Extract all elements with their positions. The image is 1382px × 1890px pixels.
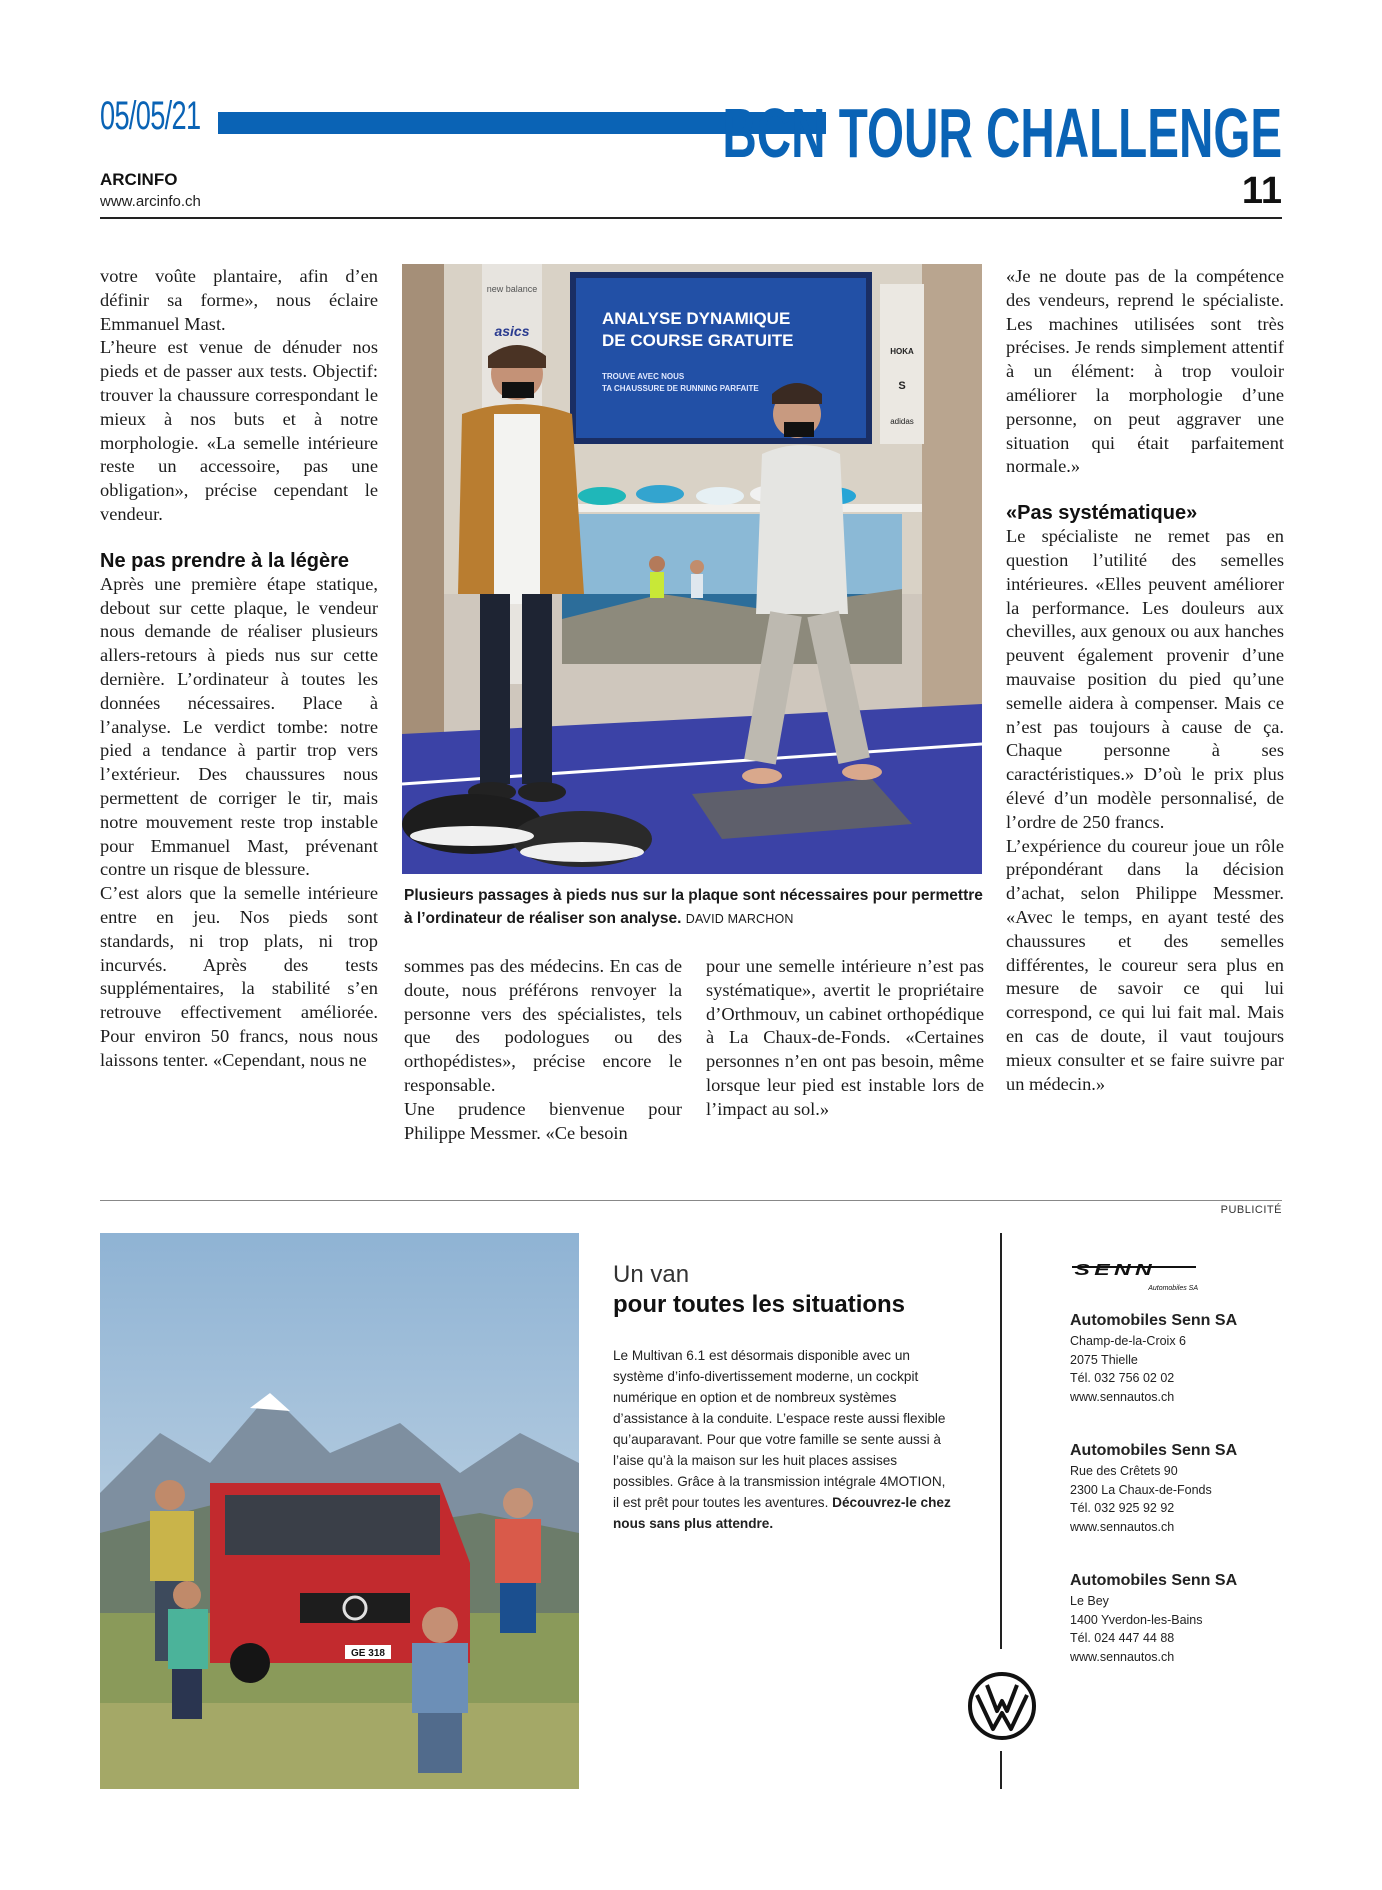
brand-label: S xyxy=(898,380,906,392)
article-paragraph: L’expérience du coureur joue un rôle prépondérant dans la décision d’achat, selon Philippe Messmer. «Avec le temps, en ayant testé des chaussures et des semelles différentes, le coureur sera plus en mesure de savoir ce qui lui correspond, ce qui lui fait mal. Mais en cas de doute, il vaut toujours mieux consulter et se faire suivre par un médecin.» xyxy=(1006,835,1284,1094)
brand-label: new balance xyxy=(486,284,538,294)
article-paragraph: votre voûte plantaire, afin d’en définir sa forme», nous éclaire Emmanuel Mast. xyxy=(100,266,378,334)
ad-call-to-action: Découvrez-le chez nous sans plus attendre. xyxy=(613,1495,951,1531)
ad-divider xyxy=(100,1200,1282,1201)
ad-vertical-rule xyxy=(1000,1751,1002,1789)
ad-title: pour toutes les situations xyxy=(613,1291,906,1318)
screen-headline: DE COURSE GRATUITE xyxy=(602,331,794,350)
dealer-card xyxy=(1070,1570,1290,1666)
caption-text: Plusieurs passages à pieds nus sur la plaque sont nécessaires pour permettre à l’ordinateur de réaliser son analyse. xyxy=(404,887,983,927)
article-paragraph: Une prudence bienvenue pour Philippe Messmer. «Ce besoin xyxy=(404,1098,682,1143)
article-paragraph: Après une première étape statique, debout sur cette plaque, le vendeur nous demande de réaliser plusieurs allers-retours à pieds nus sur cette dernière. L’ordinateur à toutes les données nécessaires. Place à l’analyse. Le verdict tombe: notre pied a tendance à partir trop vers l’extérieur. Des chaussures nous permettent de corriger le tir, mais notre mouvement reste trop instable pour Emmanuel Mast, prévenant contre un risque de blessure. xyxy=(100,573,378,880)
senn-logo xyxy=(1070,1262,1200,1299)
article-subhead: «Pas systématique» xyxy=(1006,502,1198,525)
vw-logo-icon xyxy=(967,1671,1037,1746)
dealer-phone[interactable]: Tél. 032 925 92 92 xyxy=(1070,1501,1175,1515)
article-column-4 xyxy=(1006,265,1284,1096)
dealer-street: Rue des Crêtets 90 xyxy=(1070,1464,1178,1478)
ad-kicker: Un van xyxy=(613,1261,690,1288)
license-plate: GE 318 xyxy=(351,1648,385,1659)
photo-credit: DAVID MARCHON xyxy=(685,912,794,926)
issue-date: 05/05/21 xyxy=(100,94,201,138)
screen-subline: TROUVE AVEC NOUS xyxy=(602,372,685,381)
article-photo xyxy=(402,264,982,874)
article-subhead: Ne pas prendre à la légère xyxy=(100,549,350,572)
article-column-3 xyxy=(706,955,984,1122)
publication-website[interactable]: www.arcinfo.ch xyxy=(100,193,201,210)
screen-subline: TA CHAUSSURE DE RUNNING PARFAITE xyxy=(602,384,759,393)
brand-label: asics xyxy=(494,323,530,339)
article-paragraph: Le spécialiste ne remet pas en question l’utilité des semelles intérieures. «Elles peuvent améliorer la performance. Les douleurs aux chevilles, aux genoux ou aux hanches peuvent également provenir d’une mauvaise position du pied qu’une semelle aidera à compenser. Mais ce n’est pas toujours à cause de ça. Chaque personne à ses caractéristiques.» D’où le prix plus élevé d’un modèle personnalisé, de l’ordre de 250 francs. xyxy=(1006,526,1284,832)
dealer-card xyxy=(1070,1310,1290,1406)
dealer-website[interactable]: www.sennautos.ch xyxy=(1070,1649,1175,1664)
article-paragraph: C’est alors que la semelle intérieure entre en jeu. Nos pieds sont standards, ni trop plats, ni trop incurvés. Après des tests supplémentaires, la stabilité s’en retrouve effectivement améliorée. Pour environ 50 francs, nous nous laissons tenter. «Cependant, nous ne xyxy=(100,883,378,1070)
article-column-2 xyxy=(404,955,682,1145)
brand-label: adidas xyxy=(890,417,914,426)
screen-headline: ANALYSE DYNAMIQUE xyxy=(602,309,791,328)
header-divider xyxy=(100,217,1282,219)
dealer-phone[interactable]: Tél. 032 756 02 02 xyxy=(1070,1371,1175,1385)
ad-vertical-rule xyxy=(1000,1233,1002,1649)
dealer-street: Champ-de-la-Croix 6 xyxy=(1070,1334,1187,1348)
ad-body-text: Le Multivan 6.1 est désormais disponible avec un système d’info-divertissement moderne, un cockpit numérique en option et de nombreux systèmes d’assistance à la conduite. L’espace reste aussi flexible qu’auparavant. Pour que votre famille se sente aussi à l’aise qu’à la maison sur les huit places assises possibles. Grâce à la transmission intégrale 4MOTION, il est prêt pour toutes les aventures. xyxy=(613,1348,946,1510)
ad-label: PUBLICITÉ xyxy=(1220,1204,1282,1216)
dealer-street: Le Bey xyxy=(1070,1594,1109,1608)
publication-name: ARCINFO xyxy=(100,170,178,189)
dealer-city: 1400 Yverdon-les-Bains xyxy=(1070,1612,1203,1627)
article-paragraph: «Je ne doute pas de la compétence des vendeurs, reprend le spécialiste. Les machines utilisées sont très précises. Je rends simplement attentif à un élément: à trop vouloir améliorer la morphologie d’une personne, on peut aggraver une situation qui était parfaitement normale.» xyxy=(1006,266,1284,477)
dealer-city: 2075 Thielle xyxy=(1070,1352,1138,1367)
article-paragraph: pour une semelle intérieure n’est pas systématique», avertit le propriétaire d’Orthmouv, un cabinet orthopédique à La Chaux-de-Fonds. «Certaines personnes n’en ont pas besoin, même lorsque leur pied est instable lors de l’impact au sol.» xyxy=(706,956,984,1119)
dealer-name: Automobiles Senn SA xyxy=(1070,1312,1238,1329)
ad-photo xyxy=(100,1233,579,1789)
ad-body xyxy=(613,1345,953,1534)
senn-logo-subtext: Automobiles SA xyxy=(1148,1285,1198,1292)
photo-caption xyxy=(404,884,984,931)
dealer-name: Automobiles Senn SA xyxy=(1070,1572,1238,1589)
dealer-card xyxy=(1070,1440,1290,1536)
senn-logo-text: SENN xyxy=(1074,1262,1157,1279)
dealer-website[interactable]: www.sennautos.ch xyxy=(1070,1389,1175,1404)
brand-label: HOKA xyxy=(890,347,914,356)
article-column-1 xyxy=(100,265,378,1073)
dealer-phone[interactable]: Tél. 024 447 44 88 xyxy=(1070,1631,1175,1645)
section-title: BCN TOUR CHALLENGE xyxy=(722,94,1282,172)
article-paragraph: sommes pas des médecins. En cas de doute, nous préférons renvoyer la personne vers des spécialistes, tels que des podologues ou des orthopédistes», précise encore le responsable. xyxy=(404,956,682,1095)
dealer-name: Automobiles Senn SA xyxy=(1070,1442,1238,1459)
article-paragraph: L’heure est venue de dénuder nos pieds et de passer aux tests. Objectif: trouver la chaussure correspondant le mieux à nos buts et à notre morphologie. «La semelle intérieure reste un accessoire, pas une obligation», précise cependant le vendeur. xyxy=(100,337,378,524)
dealer-city: 2300 La Chaux-de-Fonds xyxy=(1070,1482,1212,1497)
dealer-website[interactable]: www.sennautos.ch xyxy=(1070,1519,1175,1534)
page-number: 11 xyxy=(1241,170,1282,212)
